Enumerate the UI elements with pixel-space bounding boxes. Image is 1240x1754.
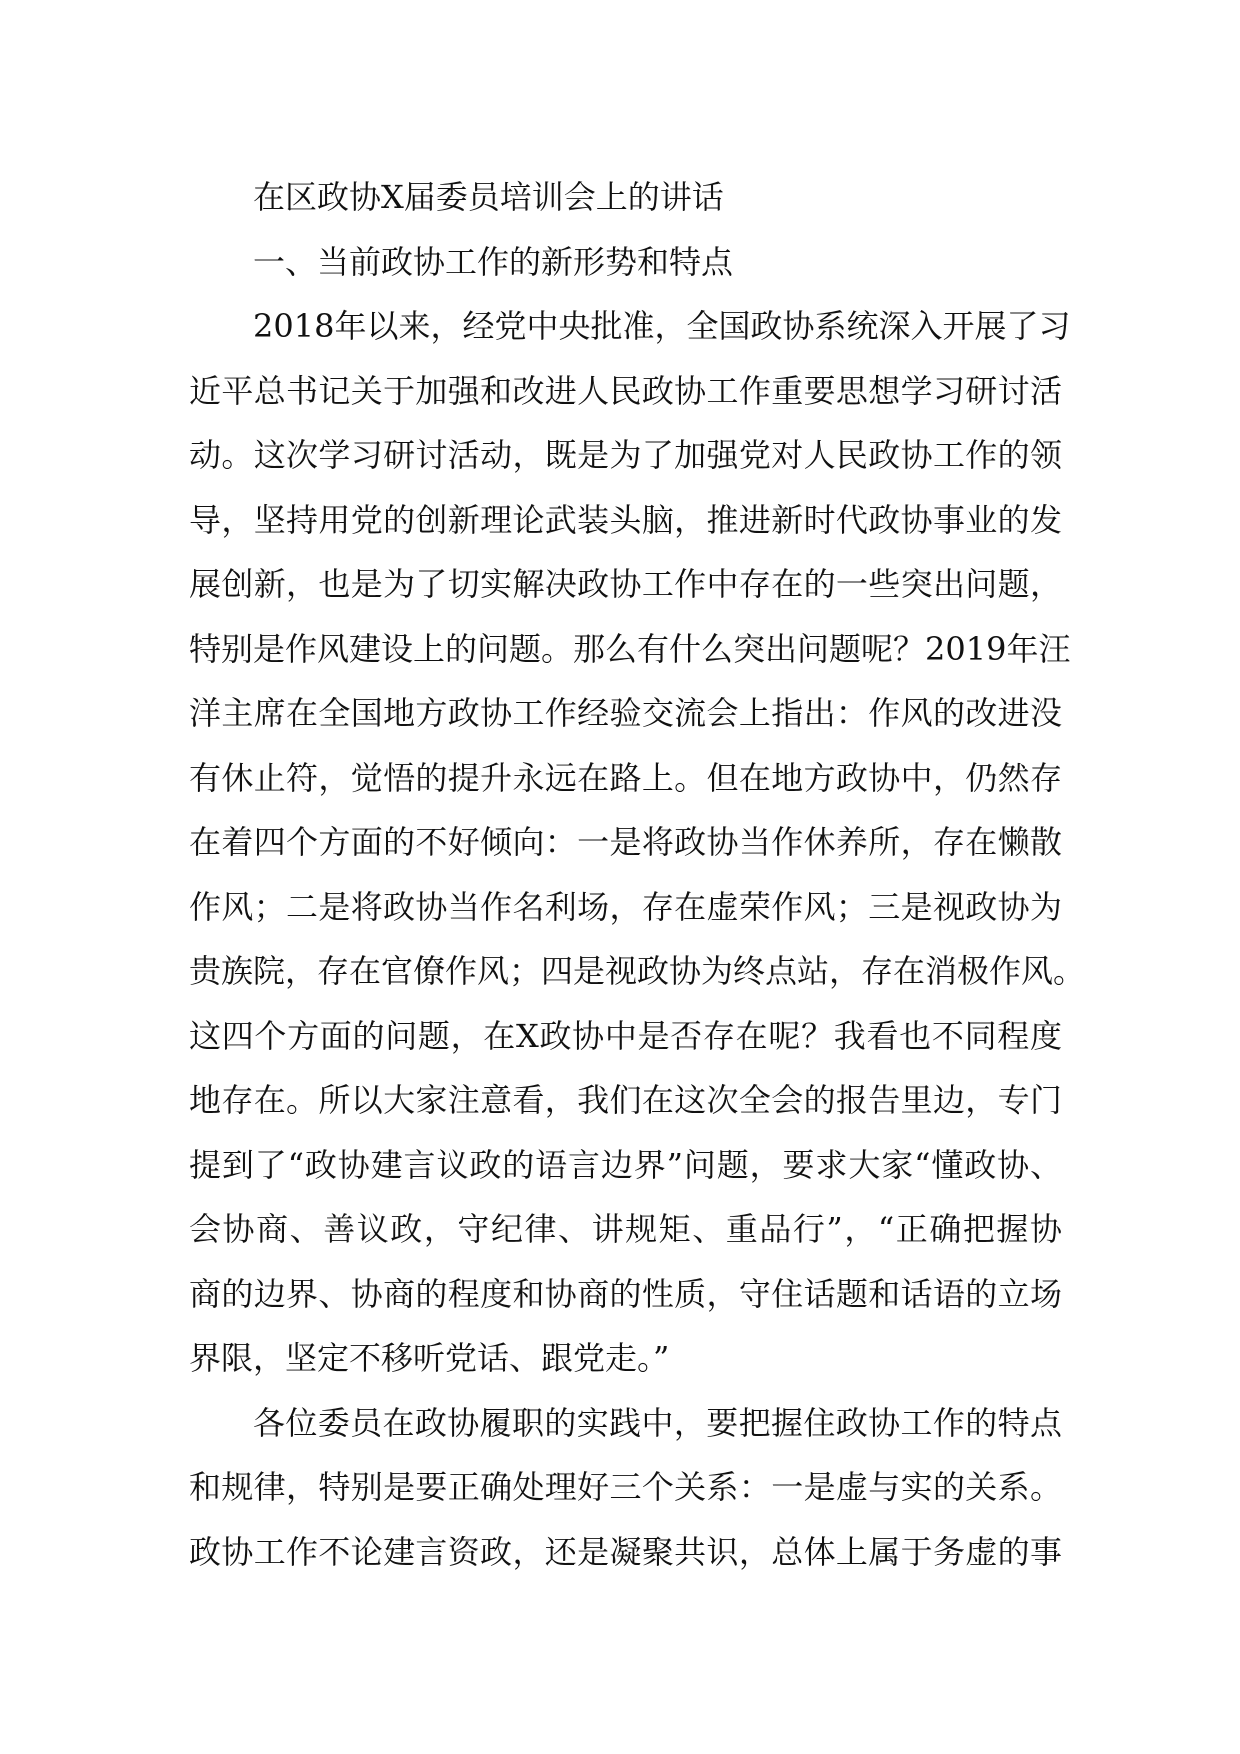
- paragraph-1-line: 导，坚持用党的创新理论武装头脑，推进新时代政协事业的发: [189, 500, 1062, 539]
- paragraph-1-line: 提到了“政协建言议政的语言边界”问题，要求大家“懂政协、: [189, 1145, 1062, 1184]
- paragraph-2-line: 各位委员在政协履职的实践中，要把握住政协工作的特点: [253, 1403, 1062, 1442]
- paragraph-1-line: 贵族院，存在官僚作风；四是视政协为终点站，存在消极作风。: [189, 952, 1086, 990]
- paragraph-1-line: 在着四个方面的不好倾向：一是将政协当作休养所，存在懒散: [189, 823, 1062, 861]
- document-body: [189, 165, 1086, 1584]
- paragraph-1-line: 商的边界、协商的程度和协商的性质，守住话题和话语的立场: [189, 1274, 1062, 1313]
- document-title: 在区政协X届委员培训会上的讲话: [253, 178, 724, 216]
- paragraph-1-line: 会协商、善议政，守纪律、讲规矩、重品行”，“正确把握协: [189, 1210, 1062, 1248]
- paragraph-1-line: 近平总书记关于加强和改进人民政协工作重要思想学习研讨活: [189, 371, 1062, 410]
- paragraph-1: [189, 294, 1086, 1391]
- paragraph-1-line: 特别是作风建设上的问题。那么有什么突出问题呢？2019年汪: [189, 629, 1071, 668]
- paragraph-1-line: 这四个方面的问题，在X政协中是否存在呢？我看也不同程度: [189, 1016, 1062, 1055]
- paragraph-1-line: 有休止符，觉悟的提升永远在路上。但在地方政协中，仍然存: [189, 758, 1062, 797]
- paragraph-2-line: 政协工作不论建言资政，还是凝聚共识，总体上属于务虚的事: [189, 1532, 1062, 1571]
- paragraph-1-line: 作风；二是将政协当作名利场，存在虚荣作风；三是视政协为: [189, 887, 1062, 926]
- paragraph-1-line: 2018年以来，经党中央批准，全国政协系统深入开展了习: [253, 307, 1071, 345]
- paragraph-1-line: 地存在。所以大家注意看，我们在这次全会的报告里边，专门: [189, 1081, 1062, 1119]
- paragraph-2: [189, 1391, 1062, 1585]
- paragraph-1-line: 展创新，也是为了切实解决政协工作中存在的一些突出问题，: [189, 565, 1062, 603]
- paragraph-1-line: 洋主席在全国地方政协工作经验交流会上指出：作风的改进没: [189, 694, 1062, 732]
- paragraph-1-line: 动。这次学习研讨活动，既是为了加强党对人民政协工作的领: [189, 436, 1062, 474]
- section-heading: 一、当前政协工作的新形势和特点: [253, 242, 734, 281]
- paragraph-2-line: 和规律，特别是要正确处理好三个关系：一是虚与实的关系。: [189, 1468, 1062, 1506]
- paragraph-1-line: 界限，坚定不移听党话、跟党走。”: [189, 1339, 670, 1377]
